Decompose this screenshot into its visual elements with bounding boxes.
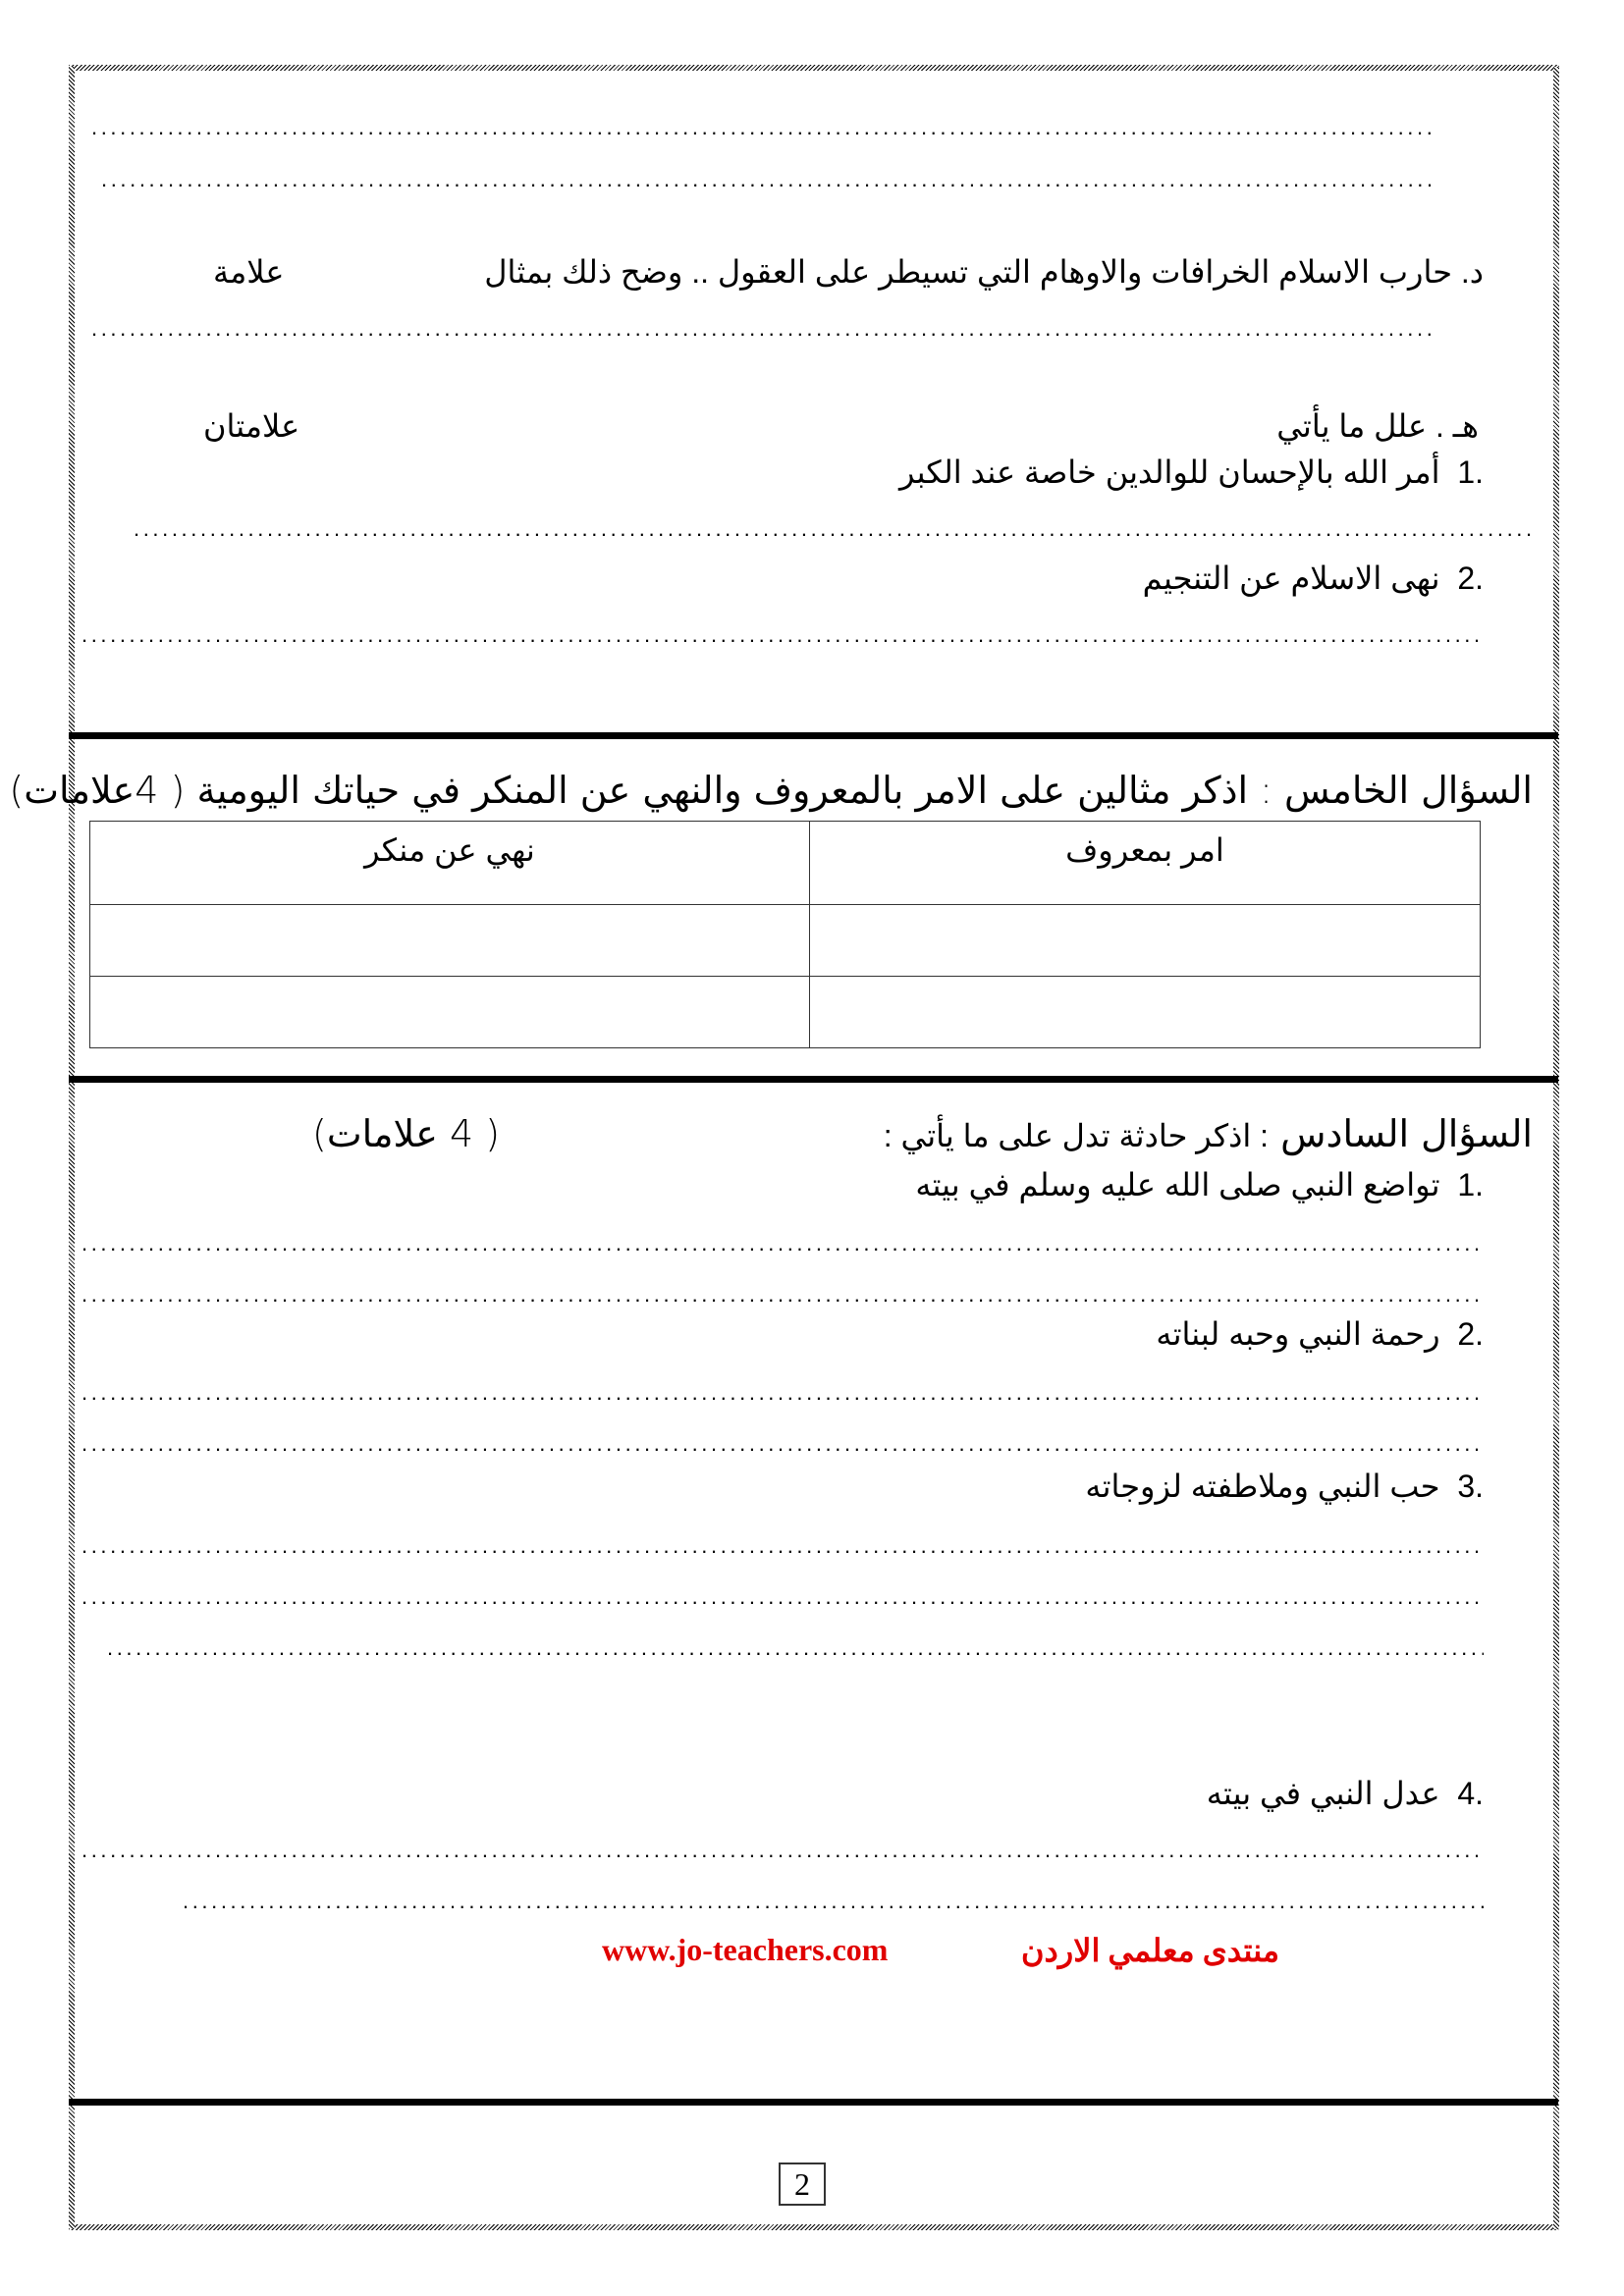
question6-title-label: السؤال السادس	[1280, 1112, 1533, 1155]
question6-marks: ( 4 علامات)	[312, 1112, 501, 1155]
table-cell[interactable]	[809, 977, 1480, 1048]
item-text: نهى الاسلام عن التنجيم	[1142, 561, 1440, 596]
table-header-enjoining-good: امر بمعروف	[809, 822, 1480, 905]
question5-title-text: السؤال الخامس : اذكر مثالين على الامر بالمعروف والنهي عن المنكر في حياتك اليومية	[196, 769, 1533, 812]
question6-item-2	[1156, 1315, 1484, 1353]
table-row	[90, 977, 1481, 1048]
item-text: عدل النبي في بيته	[1206, 1776, 1440, 1811]
answer-line[interactable]	[101, 183, 1436, 192]
question5-marks: ( 4علامات)	[9, 769, 186, 812]
question6-title-text: : اذكر حادثة تدل على ما يأتي :	[883, 1118, 1270, 1153]
section-divider	[69, 732, 1558, 739]
footer-site-name: منتدى معلمي الاردن	[1021, 1933, 1279, 1968]
answer-line[interactable]	[81, 1396, 1484, 1406]
table-header-forbidding-evil: نهي عن منكر	[90, 822, 810, 905]
question6-item-3	[1085, 1468, 1484, 1505]
answer-line[interactable]	[183, 1904, 1484, 1914]
table-cell[interactable]	[90, 977, 810, 1048]
section-divider	[69, 1076, 1558, 1083]
answer-line[interactable]	[81, 1247, 1484, 1256]
section-h-marks: علامتان	[203, 408, 300, 444]
section-h-title: هـ . علل ما يأتي	[1276, 408, 1479, 444]
footer-url[interactable]: www.jo-teachers.com	[602, 1932, 889, 1967]
section-d-marks: علامة	[213, 254, 285, 290]
item-number: .4	[1457, 1776, 1484, 1811]
answer-line[interactable]	[81, 638, 1484, 648]
answer-line[interactable]	[91, 332, 1435, 342]
answer-line[interactable]	[134, 532, 1533, 542]
section-divider	[69, 2099, 1558, 2106]
section-h-item-1	[899, 454, 1484, 491]
item-number: .1	[1457, 454, 1484, 490]
item-text: أمر الله بالإحسان للوالدين خاصة عند الكبر	[899, 454, 1440, 490]
table-header-row	[90, 822, 1481, 905]
answer-line[interactable]	[81, 1600, 1484, 1610]
item-number: .2	[1457, 561, 1484, 596]
item-text: حب النبي وملاطفته لزوجاته	[1085, 1468, 1440, 1504]
page-border-top	[69, 65, 1559, 71]
answer-line[interactable]	[81, 1447, 1484, 1457]
section-h-item-2	[1143, 560, 1484, 597]
question6-item-4	[1207, 1775, 1484, 1812]
question6-title	[884, 1112, 1533, 1155]
table-cell[interactable]	[809, 905, 1480, 977]
table-row	[90, 905, 1481, 977]
page-number: 2	[779, 2163, 826, 2206]
page-border-right	[1553, 67, 1559, 2229]
item-number: .2	[1457, 1316, 1484, 1352]
question5-answer-table	[89, 821, 1481, 1048]
item-text: تواضع النبي صلى الله عليه وسلم في بيته	[915, 1167, 1440, 1202]
answer-line[interactable]	[81, 1549, 1484, 1559]
page-border-left	[69, 67, 75, 2229]
page-border-bottom	[69, 2224, 1559, 2230]
question5-title	[9, 769, 1533, 812]
table-cell[interactable]	[90, 905, 810, 977]
answer-line[interactable]	[107, 1651, 1484, 1661]
answer-line[interactable]	[81, 1853, 1484, 1863]
section-d-question: د. حارب الاسلام الخرافات والاوهام التي تسيطر على العقول .. وضح ذلك بمثال	[484, 254, 1484, 290]
item-text: رحمة النبي وحبه لبناته	[1156, 1316, 1440, 1352]
answer-line[interactable]	[91, 131, 1435, 140]
question6-item-1	[915, 1166, 1484, 1203]
item-number: .1	[1457, 1167, 1484, 1202]
answer-line[interactable]	[81, 1298, 1484, 1308]
item-number: .3	[1457, 1468, 1484, 1504]
